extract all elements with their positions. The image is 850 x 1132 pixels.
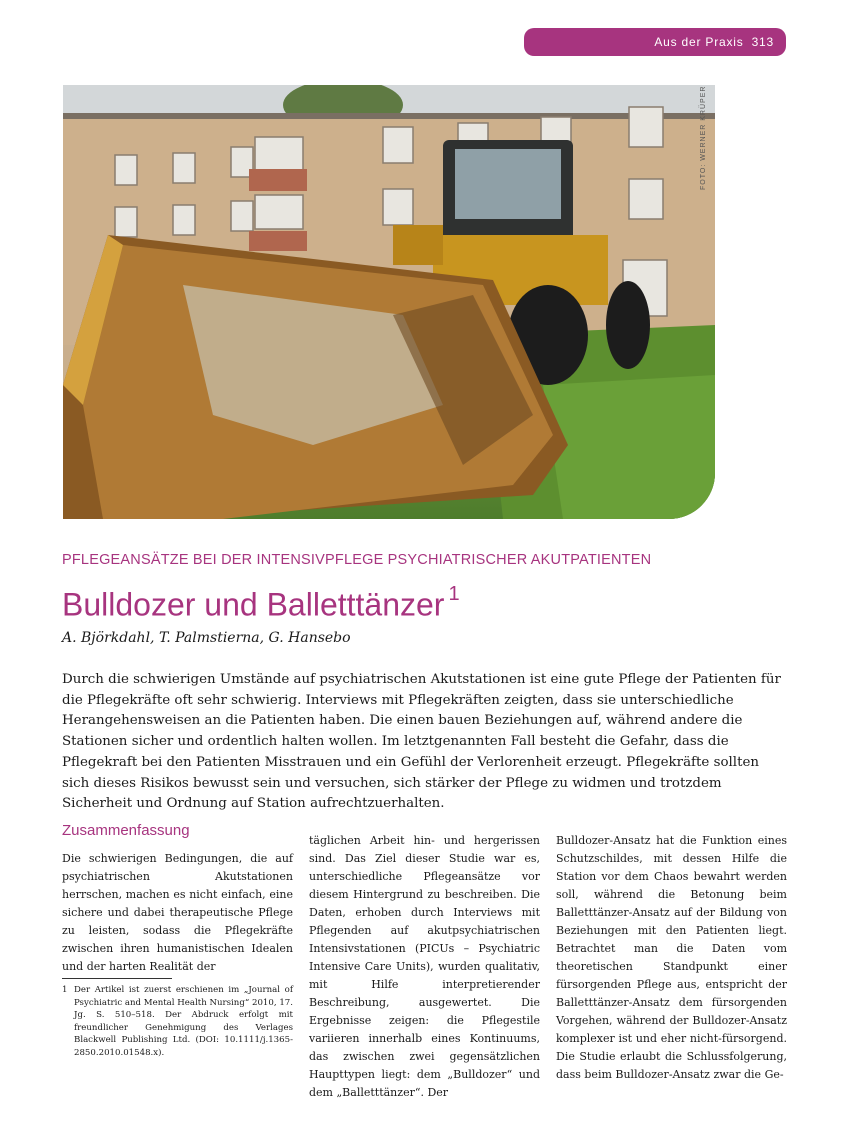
column-2 [309,832,540,1102]
column-2-text: täglichen Arbeit hin- und hergerissen sind. Das Ziel dieser Studie war es, unterschiedliche Pflegeansätze vor diesem Hintergrund zu beschreiben. Die Daten, erhoben durch Interviews mit Pflegenden auf akutpsychiatrischen Intensivstationen (PICUs – Psychiatric Intensive Care Units), wurden qualitativ, mit Hilfe interpretierender Beschreibung, ausgewertet. Die Ergebnisse zeigen: die Pflegestile variieren innerhalb eines Kontinuums, das zwischen zwei gegensätzlichen Haupttypen liegt: dem „Bulldozer“ und dem „Balletttänzer“. Der [309,834,540,1099]
photo-credit: FOTO: WERNER KRÜPER [700,85,707,190]
article-lead: Durch die schwierigen Umstände auf psychiatrischen Akutstationen ist eine gute Pflege der Patienten für die Pflegekräfte oft sehr schwierig. Interviews mit Pflegekräften zeigten, dass sie unterschiedliche Herangehensweisen an die Patienten haben. Die einen bauen Beziehungen auf, während andere die Stationen sicher und ordentlich halten wollen. Im letztgenannten Fall besteht die Gefahr, dass die Pflegekraft bei den Patienten Misstrauen und ein Gefühl der Verlorenheit erzeugt. Pflegekräfte sollten sich dieses Risikos bewusst sein und versuchen, sich stärker der Pflege zu widmen und trotzdem Sicherheit und Ordnung auf Station aufrechtzuerhalten. [62,672,781,812]
title-footnote-marker: 1 [448,583,460,605]
column-3-text: Bulldozer-Ansatz hat die Funktion eines Schutzschildes, mit dessen Hilfe die Station vor dem Chaos bewahrt werden soll, während die Betonung beim Balletttänzer-Ansatz auf der Bildung von Beziehungen mit den Patienten liegt. Betrachtet man die Daten vom theoretischen Standpunkt einer fürsorgenden Pflege aus, entspricht der Balletttänzer-Ansatz dem fürsorgenden Vorgehen, während der Bulldozer-Ansatz komplexer ist und eher nicht-fürsorgend. Die Studie erlaubt die Schlussfolgerung, dass beim Bulldozer-Ansatz zwar die Ge- [556,834,787,1081]
footnote-divider [62,978,172,979]
article-photo [63,85,715,519]
article-title [62,576,460,627]
column-3 [556,832,787,1084]
column-1 [62,850,293,976]
article-authors: A. Björkdahl, T. Palmstierna, G. Hansebo [62,630,351,646]
title-text: Bulldozer und Balletttänzer [62,586,445,623]
section-header-tab [524,28,786,56]
page-number: 313 [751,35,774,49]
summary-heading: Zusammenfassung [62,822,190,839]
section-label: Aus der Praxis [654,35,744,49]
column-1-text: Die schwierigen Bedingungen, die auf psychiatrischen Akutstationen herrschen, machen es nicht einfach, eine sichere und dabei therapeutische Pflege zu leisten, sodass die Pflegekräfte zwischen ihren humanistischen Idealen und der harten Realität der [62,852,293,973]
footnote-text: Der Artikel ist zuerst erschienen im „Journal of Psychiatric and Mental Health Nursing“ 2010, 17. Jg. S. 510–518. Der Abdruck erfolgt mit freundlicher Genehmigung des Verlages Blackwell Publishing Ltd. (DOI: 10.1111/j.1365-2850.2010.01548.x). [74,985,293,1058]
footnote [62,984,293,1059]
footnote-number: 1 [62,985,68,995]
article-kicker: PFLEGEANSÄTZE BEI DER INTENSIVPFLEGE PSYCHIATRISCHER AKUTPATIENTEN [62,552,652,568]
bulldozer-illustration [63,85,715,519]
